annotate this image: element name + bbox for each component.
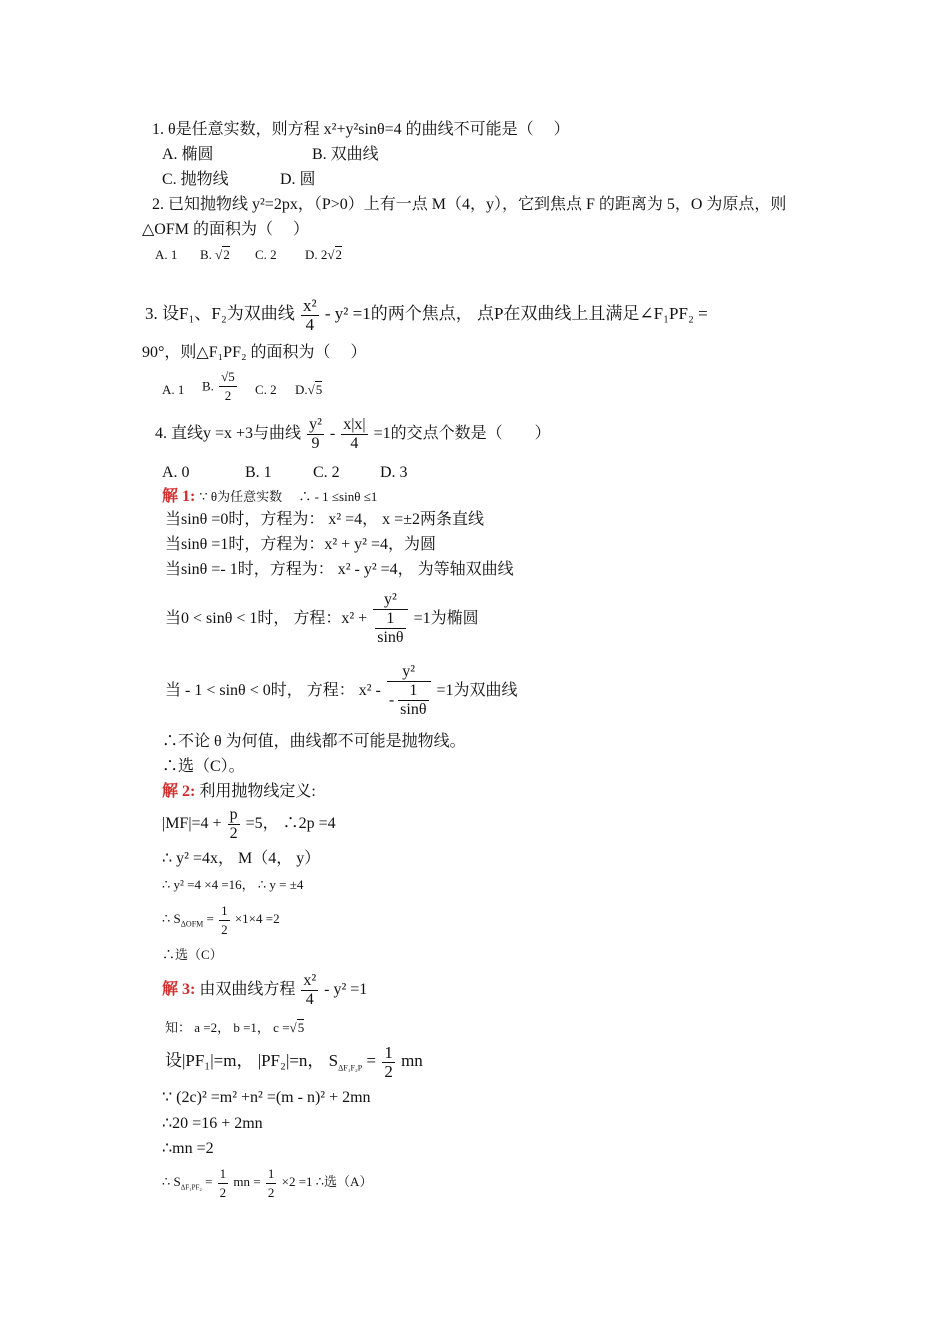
sol1-case-4: [165, 584, 479, 654]
q3-option-d-radicand: 5: [315, 382, 323, 397]
sol3-intro-post: - y² =1: [324, 981, 368, 998]
sol2-intro: 利用抛物线定义:: [199, 783, 316, 800]
sol3-l6-frac-1: [218, 1165, 229, 1202]
sol3-l2-den: 2: [384, 1061, 393, 1081]
q4-f2-den: 4: [350, 434, 359, 452]
q3-option-b-num: √5: [219, 368, 237, 387]
sol2-l4-pre: ∴ S: [162, 911, 181, 926]
sol3-intro-frac: [301, 972, 318, 1009]
sol1-case-5-inner-frac: [398, 682, 428, 719]
q4-option-b: B. 1: [245, 464, 272, 481]
sol2-l1-den: 2: [229, 824, 238, 842]
sol1-case-4-num: y²: [373, 591, 407, 610]
sol1-case-5-inner-num: 1: [398, 682, 428, 701]
sol1-conclusion-2: ∴选（C）。: [162, 758, 245, 775]
q2-option-a: A. 1: [155, 247, 178, 262]
q4-option-d: D. 3: [380, 464, 408, 481]
sol3-intro-den: 4: [305, 990, 314, 1008]
q2-stem-line1: 2. 已知抛物线 y²=2px，（P>0）上有一点 M（4，y），它到焦点 F 的距离为 5，O 为原点，则: [152, 196, 787, 213]
q4-f1-num: y²: [309, 415, 322, 433]
q3-frac-den: 4: [305, 314, 315, 334]
sol2-line-4: [162, 898, 280, 940]
q1-stem: 1. θ是任意实数，则方程 x²+y²sinθ=4 的曲线不可能是（ ）: [152, 121, 570, 138]
sol3-l2-num: 1: [384, 1042, 393, 1062]
sol3-l6-mid: mn =: [233, 1174, 261, 1189]
sol3-l1-text: 知： a =2， b =1， c =: [165, 1020, 290, 1035]
q4-f2-num: x|x|: [343, 415, 366, 433]
q2-option-d: D. 2√2: [305, 247, 343, 262]
q3-frac-num: x²: [303, 295, 317, 315]
sol3-l2-frac: [382, 1044, 395, 1081]
q3-stem-pre: 3. 设F₁、F₂为双曲线: [145, 304, 295, 323]
sol2-l4-frac: [219, 902, 230, 939]
sol1-case-4-post: =1为椭圆: [413, 610, 479, 627]
sol3-l1-radicand: 5: [297, 1020, 305, 1035]
sol1-case-4-inner-frac: [375, 610, 405, 647]
sol3-l2-post: mn: [401, 1051, 423, 1070]
q3-option-a: A. 1: [162, 382, 185, 397]
q4-fraction-1: [307, 416, 324, 453]
sol1-case-5-pre: 当 - 1 < sinθ < 0时， 方程： x² -: [165, 682, 381, 699]
sol3-intro-pre: 由双曲线方程: [199, 981, 296, 998]
sol1-case-4-inner-den: sinθ: [377, 629, 404, 647]
sol3-line-2: [165, 1040, 423, 1082]
sol3-line-6: [162, 1160, 372, 1204]
sol3-header: [162, 968, 367, 1012]
sol2-line-5: ∴选（C）: [162, 947, 223, 962]
sol2-header: [162, 782, 316, 802]
sol2-l1-pre: |MF|=4 +: [162, 815, 222, 832]
q1-option-d: D. 圆: [280, 171, 316, 188]
q4-option-a: A. 0: [162, 464, 190, 481]
sol1-case-5-den: [387, 682, 431, 719]
q2-option-b-label: B.: [200, 247, 216, 262]
q2-option-d-label: D. 2: [305, 247, 328, 262]
q1-option-c: C. 抛物线: [162, 171, 229, 188]
sol1-case-4-frac: [373, 591, 407, 647]
sol2-l4-eq: =: [203, 911, 214, 926]
q4-stem-post: =1的交点个数是（ ）: [373, 425, 551, 442]
q3-stem-post: - y² =1的两个焦点， 点P在双曲线上且满足∠F₁PF₂ =: [324, 304, 708, 323]
q1-option-b: B. 双曲线: [312, 146, 379, 163]
q3-option-b: [202, 368, 239, 405]
sol1-case-1: 当sinθ =0时，方程为： x² =4， x =±2两条直线: [165, 511, 484, 528]
sol3-l6-num-2: 1: [266, 1165, 277, 1184]
q3-option-d-label: D.: [295, 382, 308, 397]
sol2-l4-den: 2: [221, 921, 228, 937]
sol2-l4-num: 1: [219, 902, 230, 921]
sol2-label: 解 2:: [162, 783, 196, 800]
q3-option-b-label: B.: [202, 378, 214, 394]
q3-stem-line2: 90°，则△F₁PF₂ 的面积为（ ）: [142, 344, 367, 361]
q2-option-d-radicand: 2: [335, 247, 343, 262]
q3-option-b-den: 2: [224, 388, 232, 403]
sol3-l6-den-2: 2: [267, 1184, 275, 1200]
sol3-line-4: ∴20 =16 + 2mn: [162, 1115, 263, 1132]
sol3-intro-num: x²: [303, 971, 317, 989]
sol2-l4-post: ×1×4 =2: [234, 911, 280, 926]
q3-option-b-frac: [219, 368, 237, 405]
sol1-premise: ∵ θ为任意实数 ∴ - 1 ≤sinθ ≤1: [199, 489, 378, 504]
sol3-l6-eq: =: [201, 1174, 213, 1189]
q3-stem-line1: [145, 292, 708, 336]
sol1-case-5-post: =1为双曲线: [436, 682, 518, 699]
sol1-label: 解 1:: [162, 488, 196, 505]
q3-option-c: C. 2: [255, 382, 277, 397]
q4-minus: -: [329, 425, 336, 442]
sol3-l6-post: ×2 =1 ∴选（A）: [281, 1174, 373, 1189]
sol1-case-5-frac: [387, 663, 431, 719]
sol3-l6-pre: ∴ S: [162, 1174, 181, 1189]
sol1-case-5: [165, 656, 518, 726]
q2-option-c: C. 2: [255, 247, 277, 262]
sol1-case-4-inner-num: 1: [375, 610, 405, 629]
q2-option-b-radicand: 2: [223, 247, 230, 262]
q4-stem-pre: 4. 直线y =x +3与曲线: [155, 425, 302, 442]
sol1-case-5-num: y²: [387, 663, 431, 682]
sol3-l6-frac-2: [266, 1165, 277, 1202]
q4-f1-den: 9: [311, 434, 320, 452]
q4-stem: [155, 412, 551, 456]
sol3-label: 解 3:: [162, 981, 196, 998]
q1-option-a: A. 椭圆: [162, 146, 214, 163]
sol2-line-3: ∴ y² =4 ×4 =16， ∴ y = ±4: [162, 877, 304, 892]
sol2-line-1: [162, 803, 336, 845]
sol2-line-2: ∴ y² =4x， M（4， y）: [162, 850, 321, 867]
q2-option-b: B. √2: [200, 247, 230, 262]
sol3-line-3: ∵ (2c)² =m² +n² =(m - n)² + 2mn: [162, 1089, 371, 1106]
sol3-l6-den-1: 2: [219, 1184, 227, 1200]
sol1-conclusion-1: ∴不论 θ 为何值，曲线都不可能是抛物线。: [162, 733, 466, 750]
sol2-l1-post: =5， ∴2p =4: [245, 815, 336, 832]
sol1-case-5-inner-den: sinθ: [400, 701, 427, 719]
sol3-l2-eq: =: [362, 1051, 377, 1070]
sol1-case-2: 当sinθ =1时，方程为：x² + y² =4，为圆: [165, 536, 437, 553]
q4-option-c: C. 2: [313, 464, 340, 481]
sol1-line0: [162, 487, 377, 507]
sol3-line-5: ∴mn =2: [162, 1140, 214, 1157]
sol3-l2-sub: ΔF₁F₂P: [338, 1063, 363, 1073]
q2-stem-line2: △OFM 的面积为（ ）: [142, 221, 309, 238]
q3-option-d: D.√5: [295, 382, 323, 397]
q3-fraction: [301, 297, 319, 334]
sol2-l1-frac: [228, 806, 240, 843]
sol1-case-4-den: [373, 610, 407, 647]
sol3-l2-pre: 设|PF₁|=m， |PF₂|=n， S: [165, 1051, 339, 1070]
sol3-line-1: 知： a =2， b =1， c =√5: [165, 1020, 305, 1035]
sol2-l4-sub: ΔOFM: [180, 919, 204, 929]
sol3-l6-num-1: 1: [218, 1165, 229, 1184]
sol3-l6-sub: ΔF₁PF₂: [180, 1183, 202, 1192]
q4-fraction-2: [341, 416, 367, 453]
sol1-case-3: 当sinθ =- 1时，方程为： x² - y² =4， 为等轴双曲线: [165, 561, 514, 578]
sol2-l1-num: p: [229, 805, 238, 823]
sol1-case-4-pre: 当0 < sinθ < 1时， 方程：x² +: [165, 610, 368, 627]
sol1-case-5-minus: -: [388, 691, 395, 709]
